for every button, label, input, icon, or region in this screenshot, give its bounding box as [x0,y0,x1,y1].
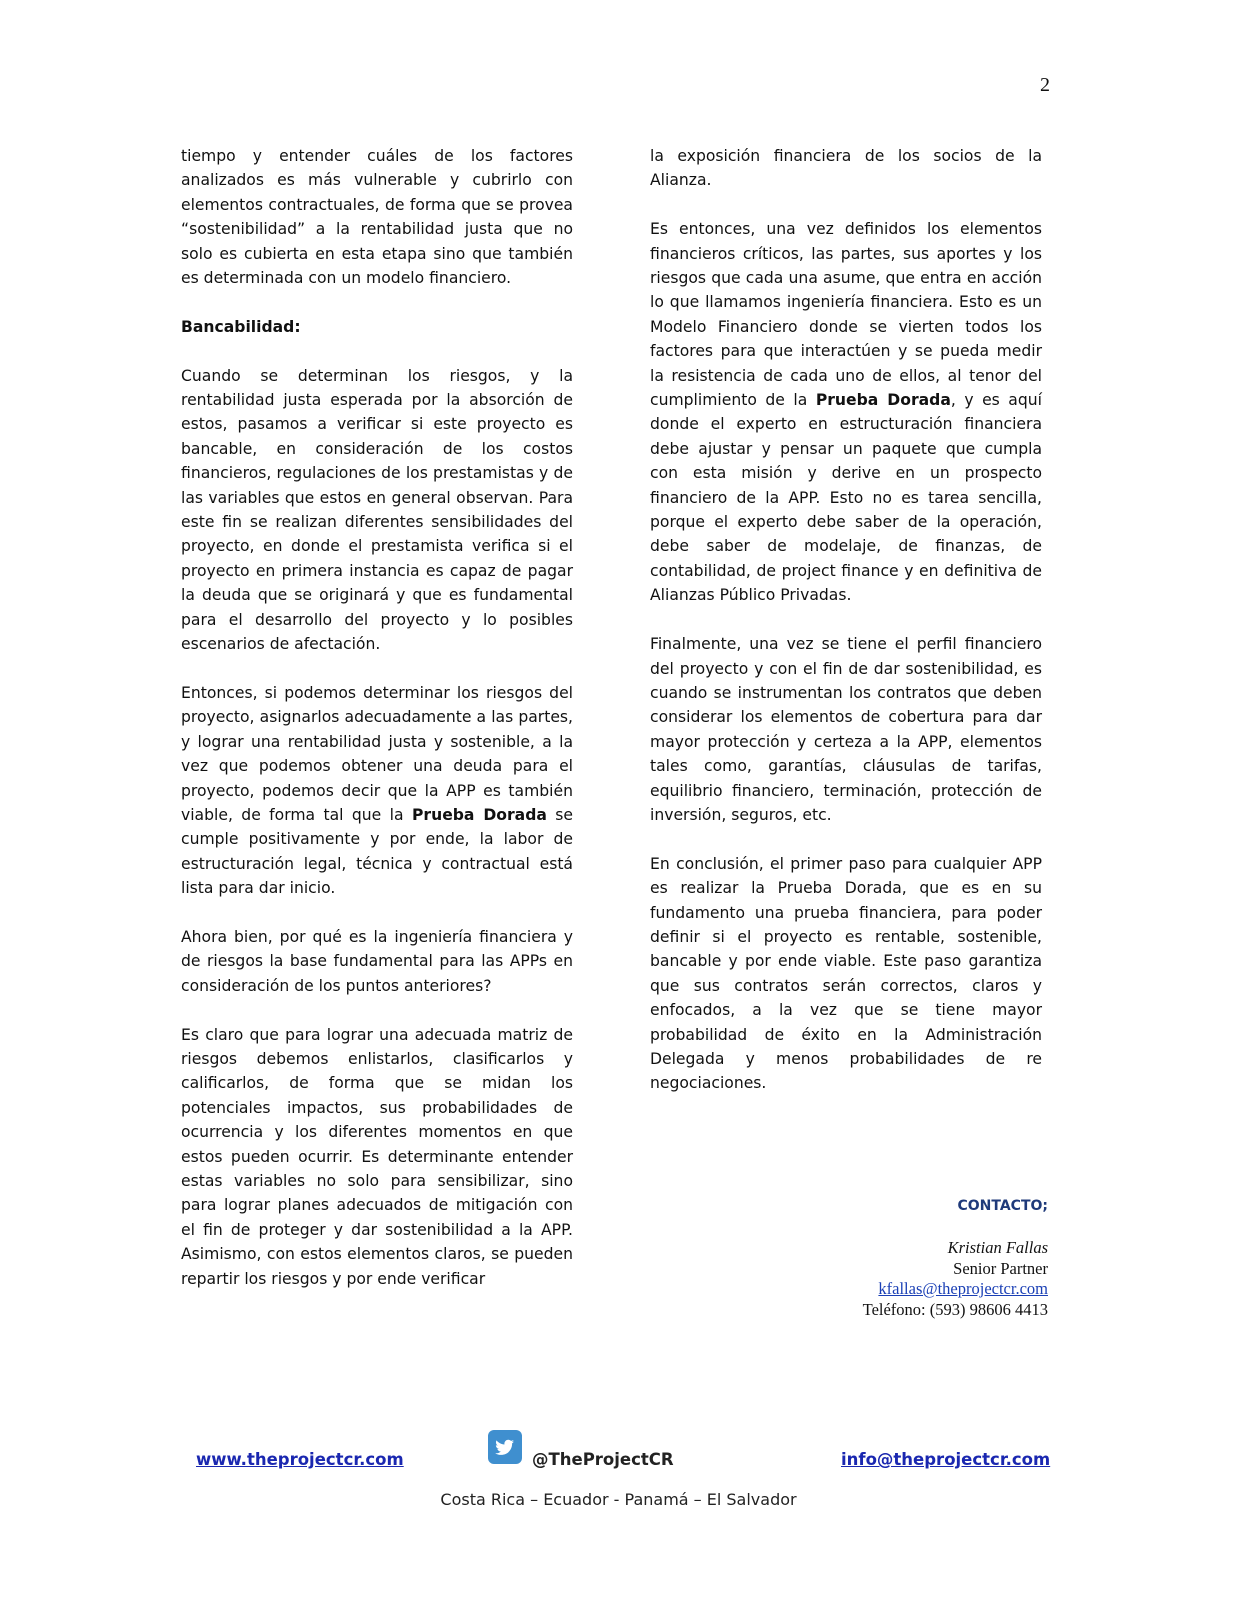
text-span: Es entonces, una vez definidos los elementos financieros críticos, las partes, sus aportes y los riesgos que cada una asume, que entra en acción lo que llamamos ingeniería financiera. Esto es un Modelo Financiero donde se vierten todos los factores para que interactúen y se pueda medir la resistencia de cada uno de ellos, al tenor del cumplimiento de la [650,220,1042,410]
paragraph: Ahora bien, por qué es la ingeniería financiera y de riesgos la base fundamental para las APPs en consideración de los puntos anteriores? [181,927,573,995]
twitter-bird-icon[interactable] [488,1430,522,1464]
twitter-handle[interactable]: @TheProjectCR [532,1450,674,1469]
paragraph [181,681,573,901]
paragraph: Cuando se determinan los riesgos, y la rentabilidad justa esperada por la absorción de estos, pasamos a verificar si este proyecto es bancable, en consideración de los costos financieros, regulaciones de los prestamistas y de las variables que estos en general observan. Para este fin se realizan diferentes sensibilidades del proyecto, en donde el prestamista verifica si el proyecto en primera instancia es capaz de pagar la deuda que se originará y que es fundamental para el desarrollo del proyecto y lo posibles escenarios de afectación. [181,366,573,654]
text-span: se cumple positivamente y por ende, la labor de estructuración legal, técnica y contractual está lista para dar inicio. [181,805,574,898]
paragraph: Finalmente, una vez se tiene el perfil financiero del proyecto y con el fin de dar sostenibilidad, es cuando se instrumentan los contratos que deben considerar los elementos de cobertura para dar mayor protección y certeza a la APP, elementos tales como, garantías, cláusulas de tarifas, equilibrio financiero, terminación, protección de inversión, seguros, etc. [650,635,1042,824]
left-column [181,144,573,1315]
paragraph: la exposición financiera de los socios de la Alianza. [650,147,1042,190]
contact-block [800,1198,1048,1320]
contact-name: Kristian Fallas [947,1238,1048,1257]
right-column [650,144,1042,1120]
section-heading-bancabilidad: Bancabilidad: [181,317,301,336]
paragraph: En conclusión, el primer paso para cualquier APP es realizar la Prueba Dorada, que es en su fundamento una prueba financiera, para poder definir si el proyecto es rentable, sostenible, bancable y por ende viable. Este paso garantiza que sus contratos serán correctos, claros y enfocados, a la vez que se tiene mayor probabilidad de éxito en la Administración Delegada y menos probabilidades de re negociaciones. [650,854,1042,1093]
page-number: 2 [1040,74,1050,96]
contact-role: Senior Partner [953,1258,1048,1278]
bold-term: Prueba Dorada [411,805,547,824]
contact-phone: Teléfono: (593) 98606 4413 [862,1299,1048,1319]
text-span: Entonces, si podemos determinar los riesgos del proyecto, asignarlos adecuadamente a las partes, y lograr una rentabilidad justa y sostenible, a la vez que podemos obtener una deuda para el proyecto, podemos decir que la APP es también viable, de forma tal que la [181,683,573,824]
website-link[interactable]: www.theprojectcr.com [196,1450,404,1469]
paragraph: tiempo y entender cuáles de los factores analizados es más vulnerable y cubrirlo con elementos contractuales, de forma que se provea “sostenibilidad” a la rentabilidad justa que no solo es cubierta en esta etapa sino que también es determinada con un modelo financiero. [181,147,573,288]
contact-heading: CONTACTO; [957,1198,1048,1214]
paragraph [650,217,1042,608]
footer-countries: Costa Rica – Ecuador - Panamá – El Salvador [440,1490,797,1509]
info-email-link[interactable]: info@theprojectcr.com [841,1450,1051,1469]
bold-term: Prueba Dorada [815,391,951,410]
text-span: , y es aquí donde el experto en estructuración financiera debe ajustar y pensar un paquete que cumpla con esta misión y derive en un prospecto financiero de la APP. Esto no es tarea sencilla, porque el experto debe saber de la operación, debe saber de modelaje, de finanzas, de contabilidad, de project finance y en definitiva de Alianzas Público Privadas. [650,391,1042,605]
contact-email-link[interactable]: kfallas@theprojectcr.com [878,1279,1048,1298]
paragraph: Es claro que para lograr una adecuada matriz de riesgos debemos enlistarlos, clasificarlos y calificarlos, de forma que se midan los potenciales impactos, sus probabilidades de ocurrencia y los diferentes momentos en que estos pueden ocurrir. Es determinante entender estas variables no solo para sensibilizar, sino para lograr planes adecuados de mitigación con el fin de proteger y dar sostenibilidad a la APP. Asimismo, con estos elementos claros, se pueden repartir los riesgos y por ende verificar [181,1025,573,1288]
